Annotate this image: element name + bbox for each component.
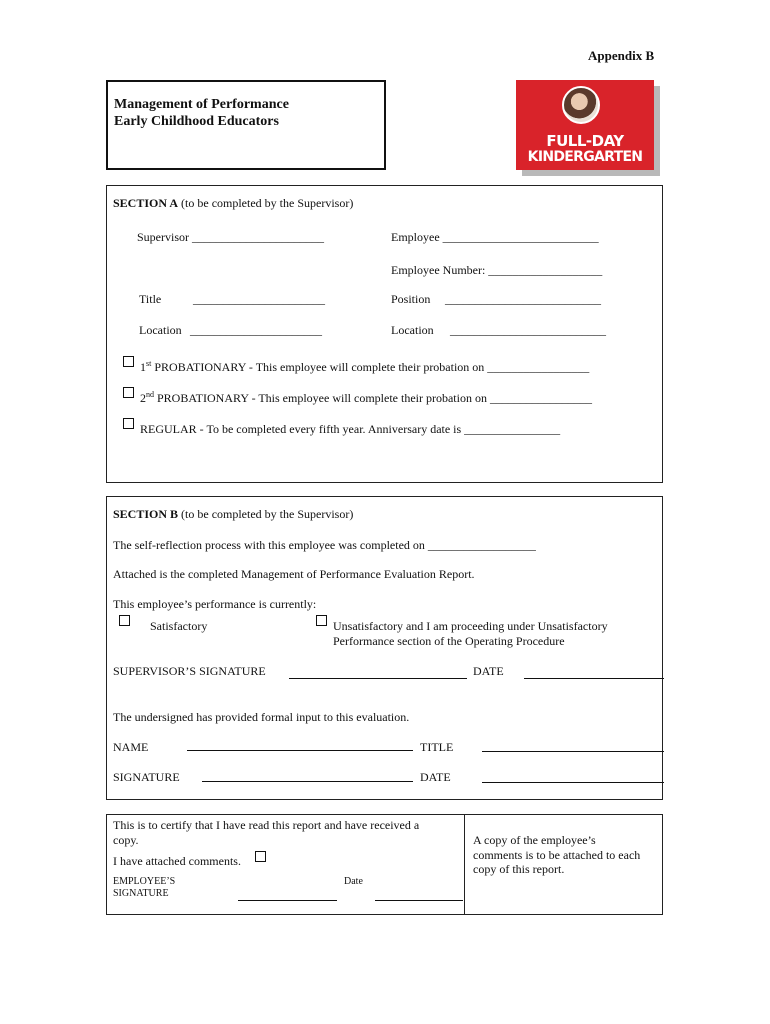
regular-checkbox[interactable] xyxy=(123,418,134,429)
performance-currently-text: This employee’s performance is currently: xyxy=(113,597,317,611)
title-box xyxy=(106,80,386,170)
section-a xyxy=(106,185,663,483)
supervisor-signature-label: SUPERVISOR’S SIGNATURE xyxy=(113,664,266,678)
first-probationary-text: PROBATIONARY - This employee will complete their probation on _________________ xyxy=(151,360,590,374)
date-label-2: DATE xyxy=(420,770,451,784)
satisfactory-label: Satisfactory xyxy=(150,619,208,633)
copy-note-line2: comments is to be attached to each xyxy=(473,848,641,862)
attached-comments-checkbox[interactable] xyxy=(255,851,266,862)
supervisor-field[interactable]: Supervisor ______________________ xyxy=(137,230,324,244)
location-label-right: Location xyxy=(391,323,434,337)
title-line[interactable] xyxy=(482,751,664,752)
unsatisfactory-label-line1: Unsatisfactory and I am proceeding under Unsatisfactory xyxy=(333,619,608,633)
second-probationary-label xyxy=(140,391,592,406)
attached-report-text: Attached is the completed Management of Performance Evaluation Report. xyxy=(113,567,475,581)
signature-label: SIGNATURE xyxy=(113,770,180,784)
satisfactory-checkbox[interactable] xyxy=(119,615,130,626)
child-photo-icon xyxy=(562,86,600,124)
title-label-b: TITLE xyxy=(420,740,454,754)
copy-note-line1: A copy of the employee’s xyxy=(473,833,596,847)
employee-number-field[interactable]: Employee Number: ___________________ xyxy=(391,263,603,277)
date-line-2[interactable] xyxy=(482,782,664,783)
section-b-heading xyxy=(113,507,353,522)
date-label-1: DATE xyxy=(473,664,504,678)
position-label: Position xyxy=(391,292,431,306)
section-b-heading-bold: SECTION B xyxy=(113,507,179,521)
second-probationary-number: 2 xyxy=(140,391,146,405)
logo-text-full-day: FULL-DAY xyxy=(546,132,624,150)
certify-text-line1: This is to certify that I have read this report and have received a xyxy=(113,818,420,832)
appendix-label: Appendix B xyxy=(588,48,655,63)
first-probationary-label xyxy=(140,360,589,375)
first-probationary-checkbox[interactable] xyxy=(123,356,134,367)
second-probationary-checkbox[interactable] xyxy=(123,387,134,398)
copy-note-line3: copy of this report. xyxy=(473,862,565,876)
form-title-line2: Early Childhood Educators xyxy=(114,114,279,129)
section-b-heading-rest: (to be completed by the Supervisor) xyxy=(178,507,354,521)
unsatisfactory-label-line2: Performance section of the Operating Procedure xyxy=(333,634,565,648)
certify-date-label: Date xyxy=(344,876,363,887)
employee-signature-label-1: EMPLOYEE’S xyxy=(113,876,176,887)
name-label: NAME xyxy=(113,740,149,754)
first-probationary-number: 1 xyxy=(140,360,146,374)
location-field-left[interactable]: ______________________ xyxy=(190,323,322,337)
date-line-1[interactable] xyxy=(524,678,664,679)
employee-signature-line[interactable] xyxy=(238,900,337,901)
second-probationary-text: PROBATIONARY - This employee will complete their probation on _________________ xyxy=(154,391,592,405)
full-day-kindergarten-logo xyxy=(516,80,654,170)
supervisor-signature-line[interactable] xyxy=(289,678,467,679)
name-line[interactable] xyxy=(187,750,413,751)
section-a-heading-rest: (to be completed by the Supervisor) xyxy=(178,196,354,210)
unsatisfactory-checkbox[interactable] xyxy=(316,615,327,626)
logo-text-kindergarten: KINDERGARTEN xyxy=(527,149,643,165)
section-b xyxy=(106,496,663,800)
title-label: Title xyxy=(139,292,162,306)
location-field-right[interactable]: __________________________ xyxy=(450,323,606,337)
location-label-left: Location xyxy=(139,323,182,337)
first-probationary-suffix: st xyxy=(146,359,152,368)
second-probationary-suffix: nd xyxy=(146,390,154,399)
position-field[interactable]: __________________________ xyxy=(445,292,601,306)
form-title-line1: Management of Performance xyxy=(114,97,289,112)
regular-label: REGULAR - To be completed every fifth year. Anniversary date is ________________ xyxy=(140,422,561,436)
self-reflection-field[interactable]: The self-reflection process with this employee was completed on __________________ xyxy=(113,538,536,552)
certify-box xyxy=(106,814,663,915)
attached-comments-label: I have attached comments. xyxy=(113,854,241,868)
employee-field[interactable]: Employee __________________________ xyxy=(391,230,599,244)
certify-text-line2: copy. xyxy=(113,833,139,847)
section-a-heading-bold: SECTION A xyxy=(113,196,179,210)
signature-line[interactable] xyxy=(202,781,413,782)
title-field[interactable]: ______________________ xyxy=(193,292,325,306)
section-a-heading xyxy=(113,196,353,211)
employee-signature-label-2: SIGNATURE xyxy=(113,888,169,899)
certify-divider xyxy=(464,815,465,914)
undersigned-text: The undersigned has provided formal input to this evaluation. xyxy=(113,710,410,724)
certify-date-line[interactable] xyxy=(375,900,463,901)
